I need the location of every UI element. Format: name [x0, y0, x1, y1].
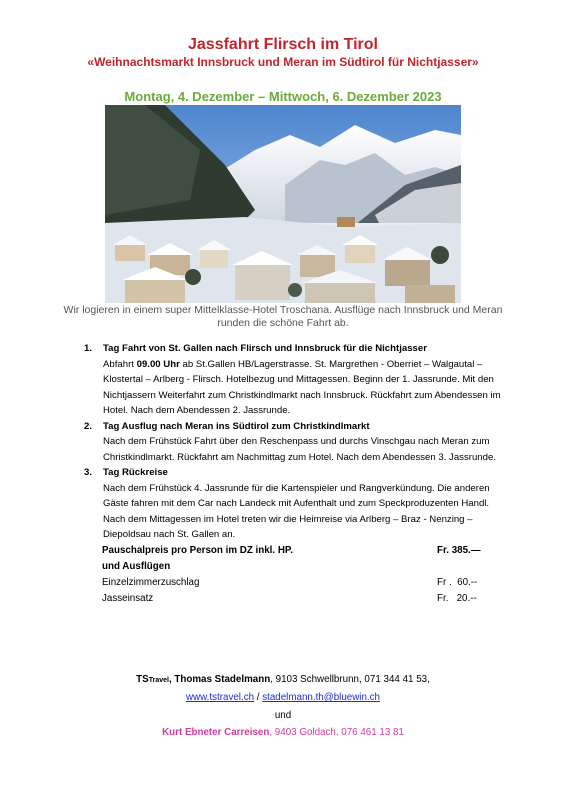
and-line: und — [274, 709, 292, 721]
link-separator: / — [254, 692, 263, 704]
itinerary-day-3 — [84, 465, 504, 543]
village-photo — [105, 105, 461, 303]
departure-time: 09.00 Uhr — [136, 358, 180, 370]
organizer-line — [0, 671, 566, 689]
photo-caption: Wir logieren in einem super Mittelklasse-Hotel Troschana. Ausflüge nach Innsbruck und Meran runden die schöne Fahrt ab. — [63, 304, 503, 329]
day-heading: Tag Rückreise — [103, 467, 168, 478]
price-label: Pauschalpreis pro Person im DZ inkl. HP. — [102, 545, 293, 556]
price-label-cont: und Ausflügen — [102, 561, 171, 572]
price-extra-row — [102, 575, 482, 591]
day-description — [103, 357, 504, 419]
links-line — [0, 689, 566, 706]
contact-footer — [0, 671, 566, 741]
price-extra-row — [102, 591, 482, 607]
itinerary-day-2 — [84, 419, 504, 466]
partner-address: , 9403 Goldach, 076 461 13 81 — [269, 726, 404, 738]
document-title: Jassfahrt Flirsch im Tirol — [188, 36, 378, 53]
email-link[interactable]: stadelmann.th@bluewin.ch — [262, 692, 380, 704]
itinerary-day-1 — [84, 341, 504, 419]
price-value: Fr. 385.— — [437, 545, 481, 556]
day-description: Nach dem Frühstück Fahrt über den Reschenpass und durchs Vinschgau nach Meran zum Christkindlmarkt. Rückfahrt am Nachmittag zum Hotel. Nach dem Abendessen 3. Jassrunde. — [103, 436, 496, 463]
partner-line — [0, 724, 566, 741]
contact-name: , Thomas Stadelmann — [168, 674, 271, 685]
day-number: 2. — [84, 420, 93, 432]
website-link[interactable]: www.tstravel.ch — [185, 692, 255, 704]
extra-value: Fr . 60.-- — [437, 577, 478, 588]
price-table — [102, 543, 482, 607]
day-description: Nach dem Frühstück 4. Jassrunde für die Kartenspieler und Rangverkündung. Die anderen Gäste fahren mit dem Car nach Landeck mit Aufenthalt und zum Speckproduzenten Handl. Nach dem Mittagessen im Hotel treten wir die Heimreise via Arlberg – Braz - Nenzing – Diepoldsau nach St. Gallen an. — [103, 482, 490, 540]
extra-value: Fr. 20.-- — [437, 593, 477, 604]
price-main-row — [102, 543, 482, 559]
extra-label: Jasseinsatz — [102, 593, 154, 604]
trip-dates: Montag, 4. Dezember – Mittwoch, 6. Dezember 2023 — [124, 89, 442, 104]
partner-name: Kurt Ebneter Carreisen — [162, 726, 270, 738]
day-number: 1. — [84, 343, 93, 354]
day-text: Abfahrt — [103, 358, 137, 370]
day-heading: Tag Ausflug nach Meran ins Südtirol zum Christkindlmarkt — [103, 420, 370, 432]
itinerary-list — [84, 341, 504, 543]
day-text: ab St.Gallen HB/Lagerstrasse. St. Margrethen - Oberriet – Walgautal – Klostertal – Arlberg - Flirsch. Hotelbezug und Mittagessen. Beginn der 1. Jassrunde. Mit den Nichtjassern Weiterfahrt zum Christkindlmarkt nach Innsbruck. Rückfahrt zum Abendessen im Hotel. Nach dem Abendessen 2. Jassrunde. — [103, 358, 501, 416]
price-main-row-cont — [102, 559, 482, 575]
company-name-small: Travel — [148, 677, 169, 684]
company-name: TS — [136, 674, 149, 685]
day-heading: Tag Fahrt von St. Gallen nach Flirsch und Innsbruck für die Nichtjasser — [103, 343, 427, 354]
document-subtitle: «Weihnachtsmarkt Innsbruck und Meran im Südtirol für Nichtjasser» — [87, 55, 479, 69]
day-number: 3. — [84, 467, 93, 478]
extra-label: Einzelzimmerzuschlag — [102, 577, 200, 588]
organizer-address: , 9103 Schwellbrunn, 071 344 41 53, — [270, 674, 430, 685]
